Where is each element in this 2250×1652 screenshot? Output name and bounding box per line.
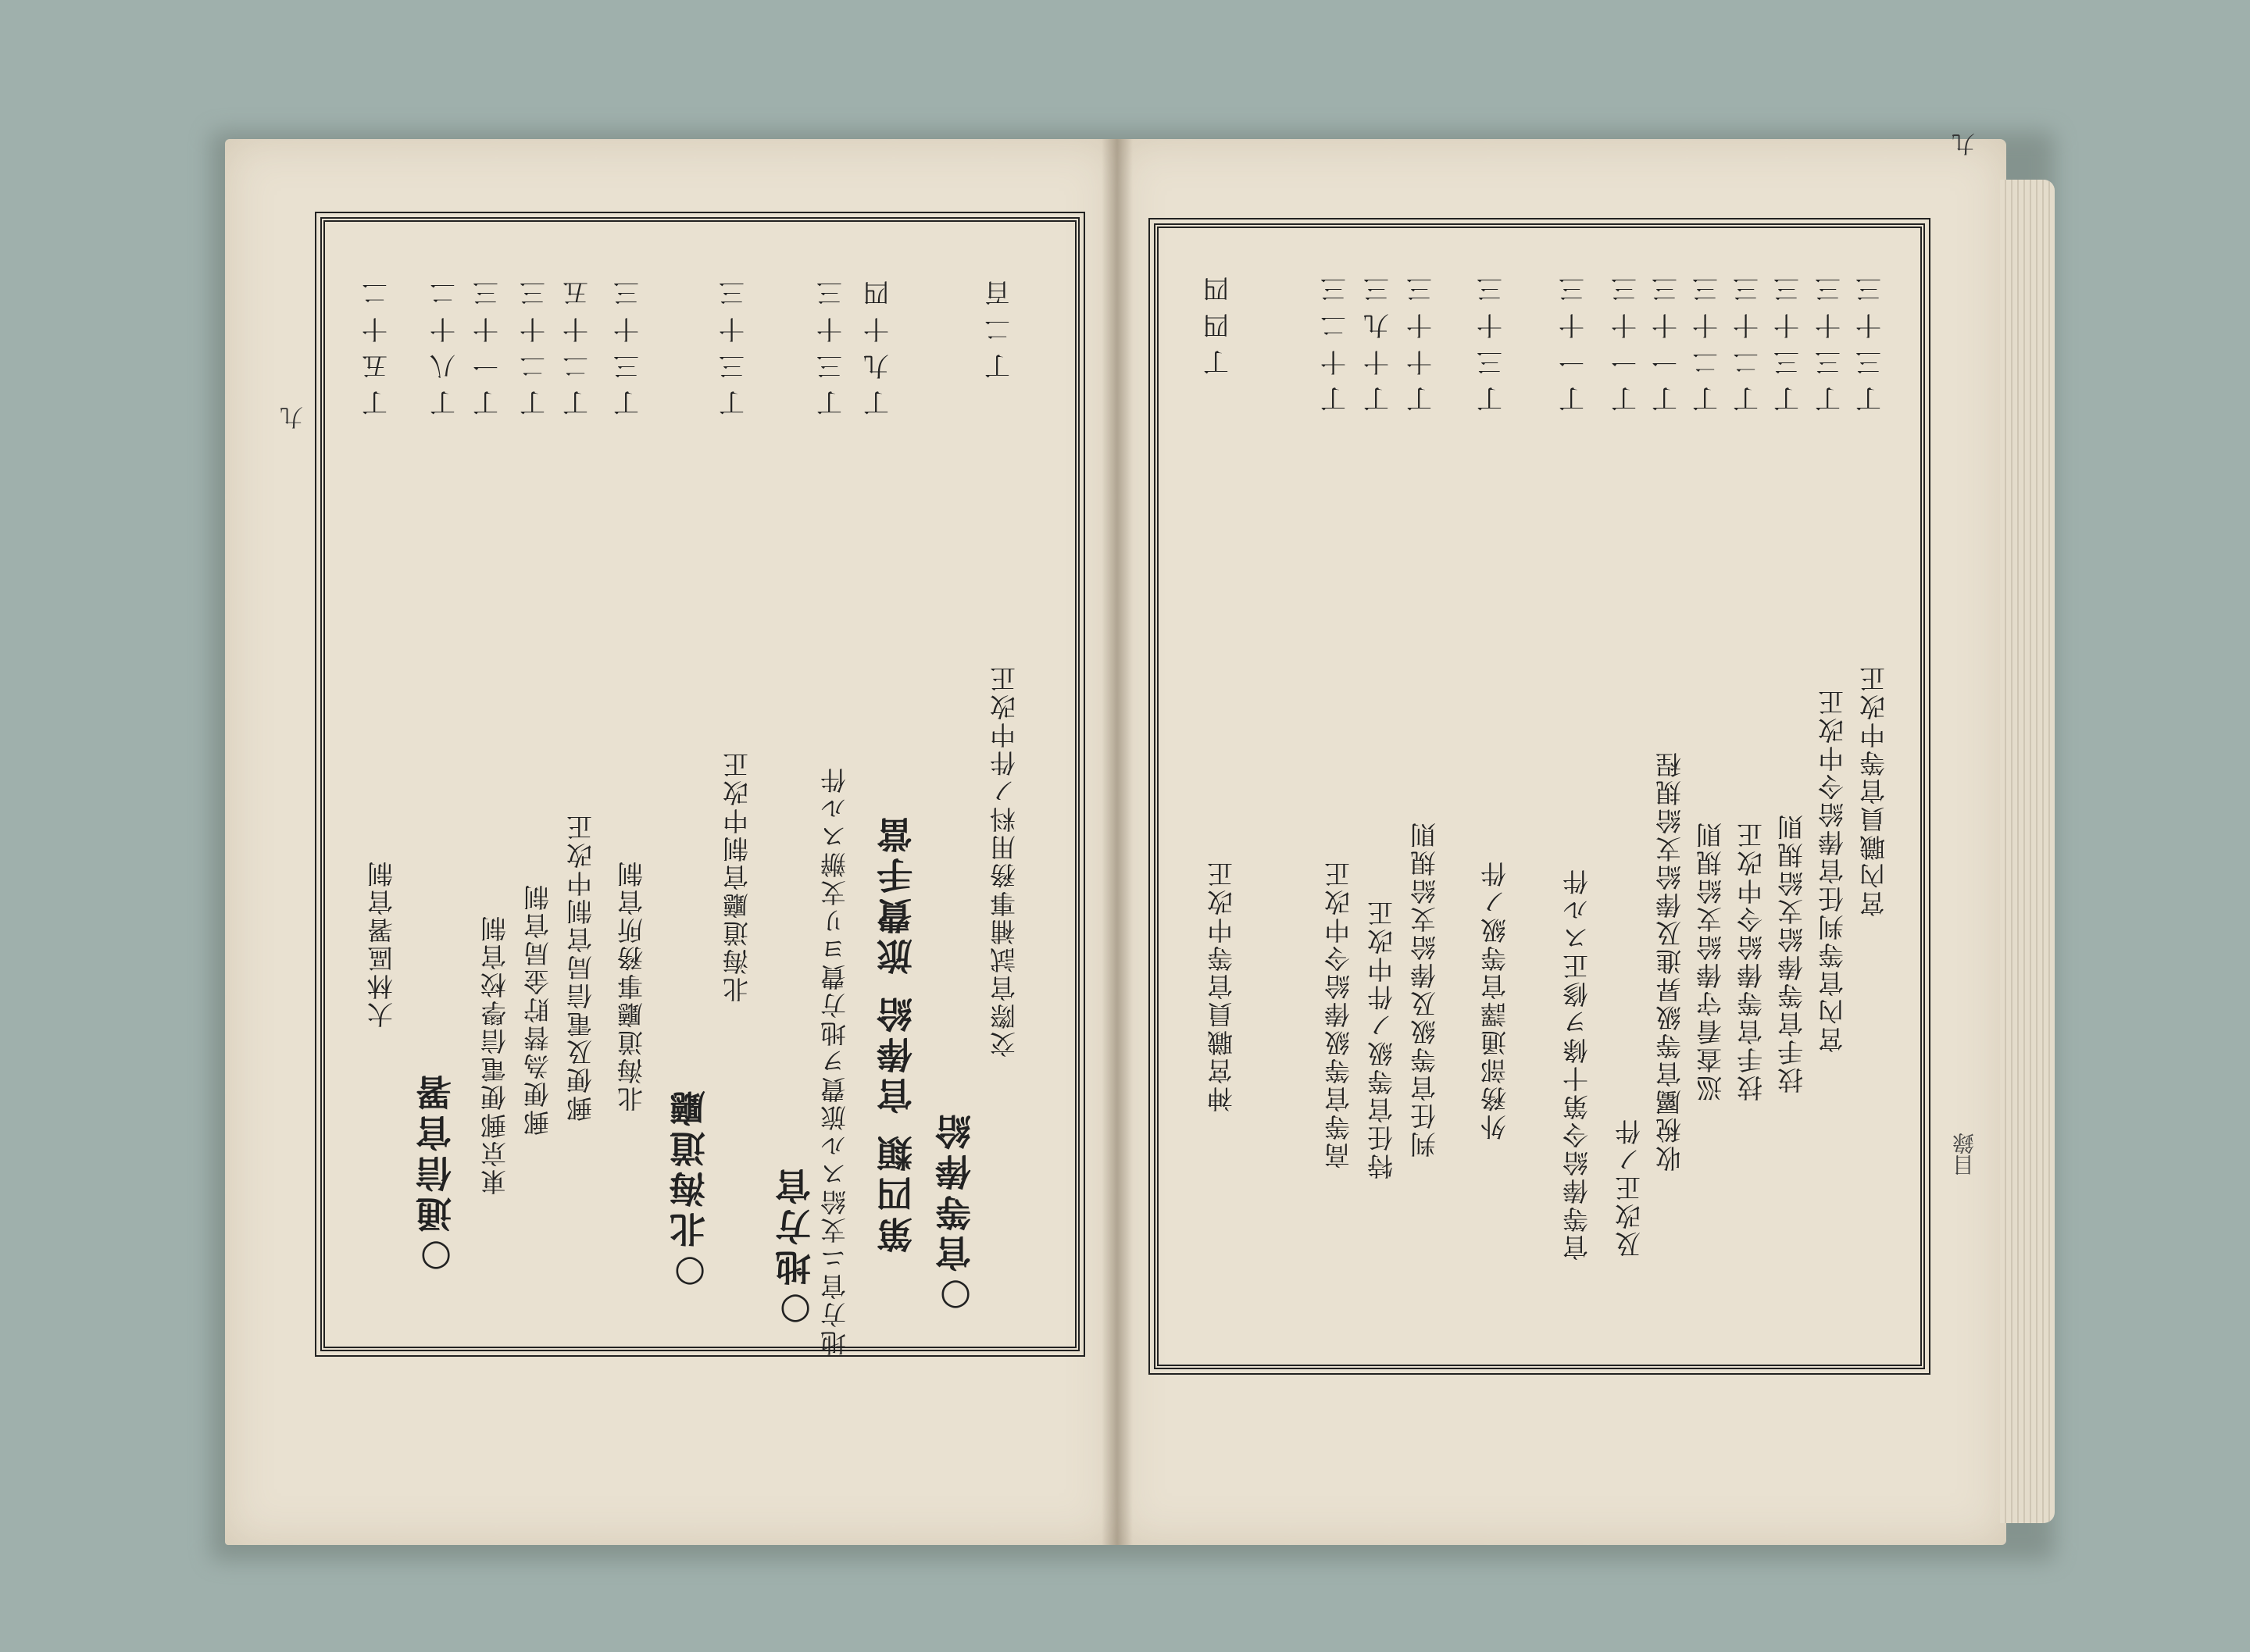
left-entry-text: 北海道廳官制中改正 <box>722 750 752 1003</box>
left-entry-text: 郵便及電信局官制中改正 <box>566 812 596 1122</box>
right-entry-text: 技手官等俸給支給規則 <box>1777 812 1807 1094</box>
left-entry-text: 交際官試補事務用料ノ件中改正 <box>989 664 1020 1058</box>
right-entry-text: 外務部通譯官等級ノ件 <box>1480 859 1510 1140</box>
right-entry-text: 特任官等級ノ件中改正 <box>1366 898 1397 1179</box>
right-entry-page-ref: 丁四四 <box>1202 266 1233 376</box>
right-entry-page-ref: 丁二十三 <box>1732 266 1762 412</box>
right-entry-page-ref: 丁三十三 <box>1855 266 1885 412</box>
left-entry-text: ○官等俸給 <box>934 1109 977 1318</box>
left-entry-text: 北海道廳事務所官制 <box>616 859 647 1112</box>
right-entry-text: 及改正ノ件 <box>1614 1117 1645 1258</box>
left-entry-text: 大林區署官制 <box>366 859 397 1028</box>
right-page-margin-label: 目錄 <box>1952 1133 1977 1176</box>
right-entry-page-ref: 丁一十三 <box>1558 266 1588 412</box>
left-entry-page-ref: 丁三十三 <box>718 269 748 416</box>
left-entry-text: ○地方官 <box>774 1164 816 1333</box>
left-entry-text: 地方官ニ支給スル旅費ヲ地方費ヨリ支辦スル件 <box>820 765 850 1356</box>
left-entry-page-ref: 丁八十二 <box>429 269 459 416</box>
left-entry-text: 郵便為替貯金局官制 <box>523 883 553 1136</box>
left-entry-page-ref: 丁五十二 <box>361 269 391 416</box>
left-page-folio: 九 <box>280 406 308 430</box>
right-entry-text: 高等官等級俸給令中改正 <box>1323 859 1354 1169</box>
right-entry-page-ref: 丁十九三 <box>1362 266 1393 412</box>
book-gutter <box>1102 139 1133 1545</box>
left-entry-page-ref: 丁三十三 <box>612 269 643 416</box>
right-entry-text: 宮內官等判任官俸給令中改正 <box>1817 687 1848 1053</box>
left-entry-page-ref: 丁二百 <box>984 269 1014 380</box>
left-entry-text: 東京郵便電信學校官制 <box>480 914 510 1195</box>
right-entry-text: 官等俸給令第十條ヲ修正スル件 <box>1562 867 1592 1261</box>
right-entry-text: 收稅屬官等級昇進及俸給支給規程 <box>1655 750 1685 1172</box>
right-entry-page-ref: 丁三十三 <box>1773 266 1803 412</box>
right-entry-text: 判任官等級及俸給支給規則 <box>1409 820 1440 1158</box>
left-entry-text: ○北海道廳 <box>669 1086 711 1295</box>
left-entry-page-ref: 丁三十三 <box>816 269 846 416</box>
left-entry-page-ref: 丁一十三 <box>472 269 502 416</box>
right-page-folio: 九 <box>1952 133 1980 156</box>
right-entry-text: 技手官等俸給令中改正 <box>1736 820 1766 1101</box>
right-entry-page-ref: 丁三十三 <box>1476 266 1506 412</box>
right-entry-page-ref: 丁一十三 <box>1651 266 1681 412</box>
right-entry-text: 神宮職員官等中改正 <box>1206 859 1237 1112</box>
right-entry-page-ref: 丁二十三 <box>1691 266 1722 412</box>
right-entry-page-ref: 丁一十三 <box>1610 266 1641 412</box>
left-entry-page-ref: 丁二十三 <box>519 269 549 416</box>
right-entry-page-ref: 丁三十三 <box>1814 266 1845 412</box>
right-page-frame <box>1154 223 1925 1369</box>
right-entry-page-ref: 丁十二三 <box>1320 266 1350 412</box>
left-entry-text: 第四類 官俸給 旅費手當 <box>876 812 918 1254</box>
right-entry-text: 宮內職員官等中改正 <box>1859 664 1889 917</box>
page-edges <box>2000 180 2055 1523</box>
right-entry-page-ref: 丁十十三 <box>1405 266 1436 412</box>
left-entry-text: ○通信官署 <box>415 1070 457 1279</box>
left-entry-page-ref: 丁九十四 <box>862 269 893 416</box>
right-entry-text: 巡查看守俸給支給規則 <box>1695 820 1726 1101</box>
left-entry-page-ref: 丁二十五 <box>562 269 592 416</box>
